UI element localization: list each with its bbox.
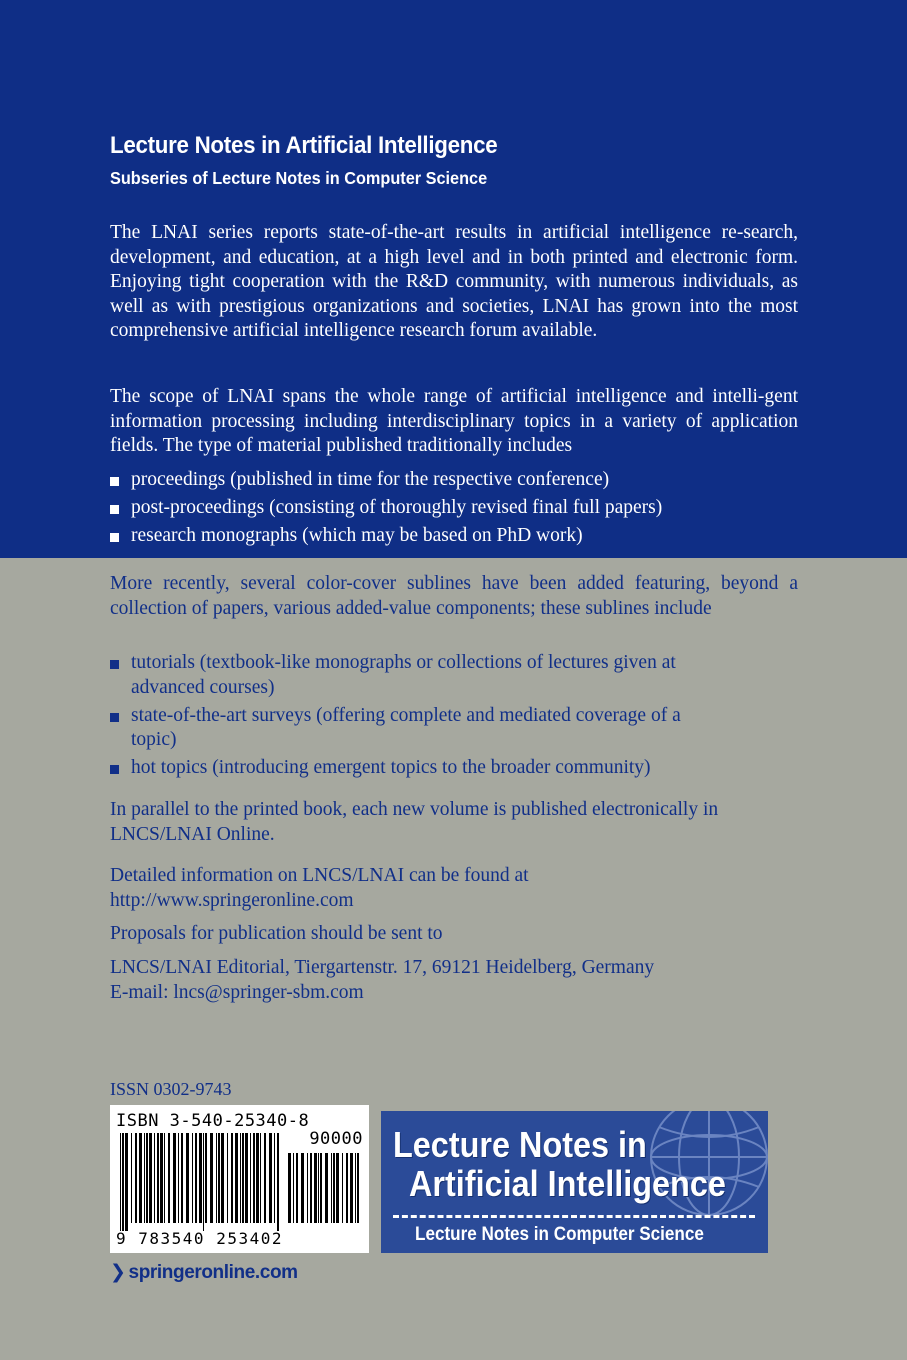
chevron-right-icon: ❯ [110, 1262, 126, 1283]
sublines-paragraph: More recently, several color-cover sublines have been added featuring, beyond a collection of papers, various added-value components; these sublines include [110, 573, 798, 619]
barcode-bar [320, 1153, 322, 1223]
address-line: LNCS/LNAI Editorial, Tiergartenstr. 17, 69121 Heidelberg, Germany [110, 957, 655, 978]
list-item-text: post-proceedings (consisting of thoroughly revised final full papers) [131, 497, 663, 518]
logo-divider [393, 1215, 755, 1218]
scope-paragraph: The scope of LNAI spans the whole range of artificial intelligence and intelli-gent information processing including interdisciplinary topics in a variety of application fields. The type of material published traditionally includes [110, 386, 798, 456]
barcode-bar [256, 1133, 259, 1223]
list-item-text: hot topics (introducing emergent topics to the broader community) [131, 757, 651, 778]
series-subtitle: Subseries of Lecture Notes in Computer Science [110, 168, 488, 188]
springer-url[interactable]: http://www.springeronline.com [110, 889, 354, 911]
barcode-bar [216, 1133, 217, 1223]
barcode-bar [331, 1153, 332, 1223]
addon-bars [288, 1153, 362, 1231]
barcode-bar [277, 1133, 279, 1231]
barcode-bar [307, 1153, 308, 1223]
barcode-bar [260, 1133, 261, 1223]
barcode-bar [245, 1133, 248, 1223]
barcode-bar [264, 1133, 266, 1223]
barcode-bar [192, 1133, 193, 1223]
square-bullet-icon [110, 660, 119, 669]
barcode-bar [314, 1153, 317, 1223]
barcode-bar [346, 1153, 348, 1223]
list-item-text: proceedings (published in time for the respective conference) [131, 469, 610, 490]
lnai-logo [381, 1111, 768, 1253]
square-bullet-icon [110, 533, 119, 542]
barcode-bar [288, 1153, 291, 1223]
barcode-bar [253, 1133, 255, 1223]
info-paragraph [110, 864, 798, 913]
barcode-bar [235, 1133, 238, 1223]
barcode-bar [357, 1153, 359, 1223]
barcode-bar [203, 1133, 204, 1231]
barcode-bar [318, 1153, 319, 1223]
barcode-bar [342, 1153, 343, 1223]
barcode-bar [231, 1133, 233, 1223]
barcode-bar [195, 1133, 197, 1223]
barcode-bar [178, 1133, 179, 1223]
barcode-bar [160, 1133, 163, 1223]
barcode-bar [325, 1153, 328, 1223]
online-paragraph: In parallel to the printed book, each new volume is published electronically in LNCS/LNAI Online. [110, 799, 719, 845]
barcode-bar [125, 1133, 128, 1231]
barcode-bar [131, 1133, 132, 1223]
list-item-text: state-of-the-art surveys (offering complete and mediated coverage of a topic) [131, 704, 681, 750]
barcode-bar [269, 1133, 272, 1223]
barcode-bar [186, 1133, 189, 1223]
barcode-bar [139, 1133, 142, 1223]
barcode-bar [274, 1133, 275, 1223]
info-text: Detailed information on LNCS/LNAI can be found at [110, 865, 529, 886]
list-item [110, 524, 810, 549]
square-bullet-icon [110, 713, 119, 722]
intro-paragraph: The LNAI series reports state-of-the-art results in artificial intelligence re-search, development, and education, at a high level and in both printed and electronic form. Enjoying tight cooperation with the R&D community, with numerous individuals, as well as with prestigious organizations and societies, LNAI has grown into the most comprehensive artificial intelligence research forum available. [110, 222, 798, 341]
list-item [110, 496, 810, 521]
square-bullet-icon [110, 765, 119, 774]
barcode-bar [146, 1133, 148, 1223]
square-bullet-icon [110, 477, 119, 486]
barcode-bar [164, 1133, 165, 1223]
square-bullet-icon [110, 505, 119, 514]
logo-subtitle: Lecture Notes in Computer Science [415, 1224, 704, 1245]
barcode-bar [205, 1133, 207, 1223]
list-item [110, 704, 750, 753]
barcode-bar [355, 1153, 356, 1223]
barcode-bar [135, 1133, 137, 1223]
isbn-number: ISBN 3-540-25340-8 [116, 1111, 310, 1131]
barcode-bar [218, 1133, 220, 1223]
barcode-bar [227, 1133, 228, 1223]
barcode-bar [296, 1153, 298, 1223]
sublines-list [110, 651, 750, 784]
barcode-bar [122, 1133, 124, 1231]
price-code: 90000 [309, 1129, 363, 1149]
ean-number: 9 783540 253402 [116, 1229, 283, 1248]
barcode-bar [168, 1133, 170, 1223]
list-item [110, 651, 750, 700]
website-text: springeronline.com [128, 1262, 298, 1283]
barcode-bar [250, 1133, 251, 1223]
list-item-text: research monographs (which may be based on PhD work) [131, 525, 583, 546]
barcode-bar [120, 1133, 121, 1231]
barcode-bar [310, 1153, 312, 1223]
logo-title-line1: Lecture Notes in [393, 1124, 647, 1165]
barcode-bar [336, 1153, 339, 1223]
barcode-bar [221, 1133, 224, 1223]
barcode-bar [240, 1133, 241, 1223]
series-title: Lecture Notes in Artificial Intelligence [110, 132, 498, 159]
barcode-bar [301, 1153, 304, 1223]
barcode-bar [333, 1153, 335, 1223]
barcode [110, 1105, 369, 1253]
list-item [110, 468, 810, 493]
barcode-bar [293, 1153, 294, 1223]
barcode-bar [149, 1133, 152, 1223]
list-item [110, 756, 831, 781]
list-item-text: tutorials (textbook-like monographs or collections of lectures given at advanced courses) [131, 652, 676, 698]
barcode-bar [210, 1133, 213, 1223]
ean-bars [120, 1133, 284, 1231]
barcode-bar [242, 1133, 244, 1223]
barcode-bar [350, 1153, 353, 1223]
email-line[interactable]: E-mail: lncs@springer-sbm.com [110, 981, 364, 1003]
barcode-bar [154, 1133, 155, 1223]
barcode-bar [144, 1133, 145, 1223]
logo-title-line2: Artificial Intelligence [409, 1163, 726, 1204]
barcode-bar [173, 1133, 176, 1223]
barcode-bar [181, 1133, 183, 1223]
proposals-paragraph: Proposals for publication should be sent to [110, 923, 443, 944]
issn-number: ISSN 0302-9743 [110, 1079, 232, 1099]
material-list [110, 468, 810, 552]
barcode-bar [157, 1133, 159, 1223]
springer-website[interactable] [110, 1261, 298, 1284]
editorial-address [110, 956, 798, 1005]
barcode-bar [199, 1133, 202, 1223]
